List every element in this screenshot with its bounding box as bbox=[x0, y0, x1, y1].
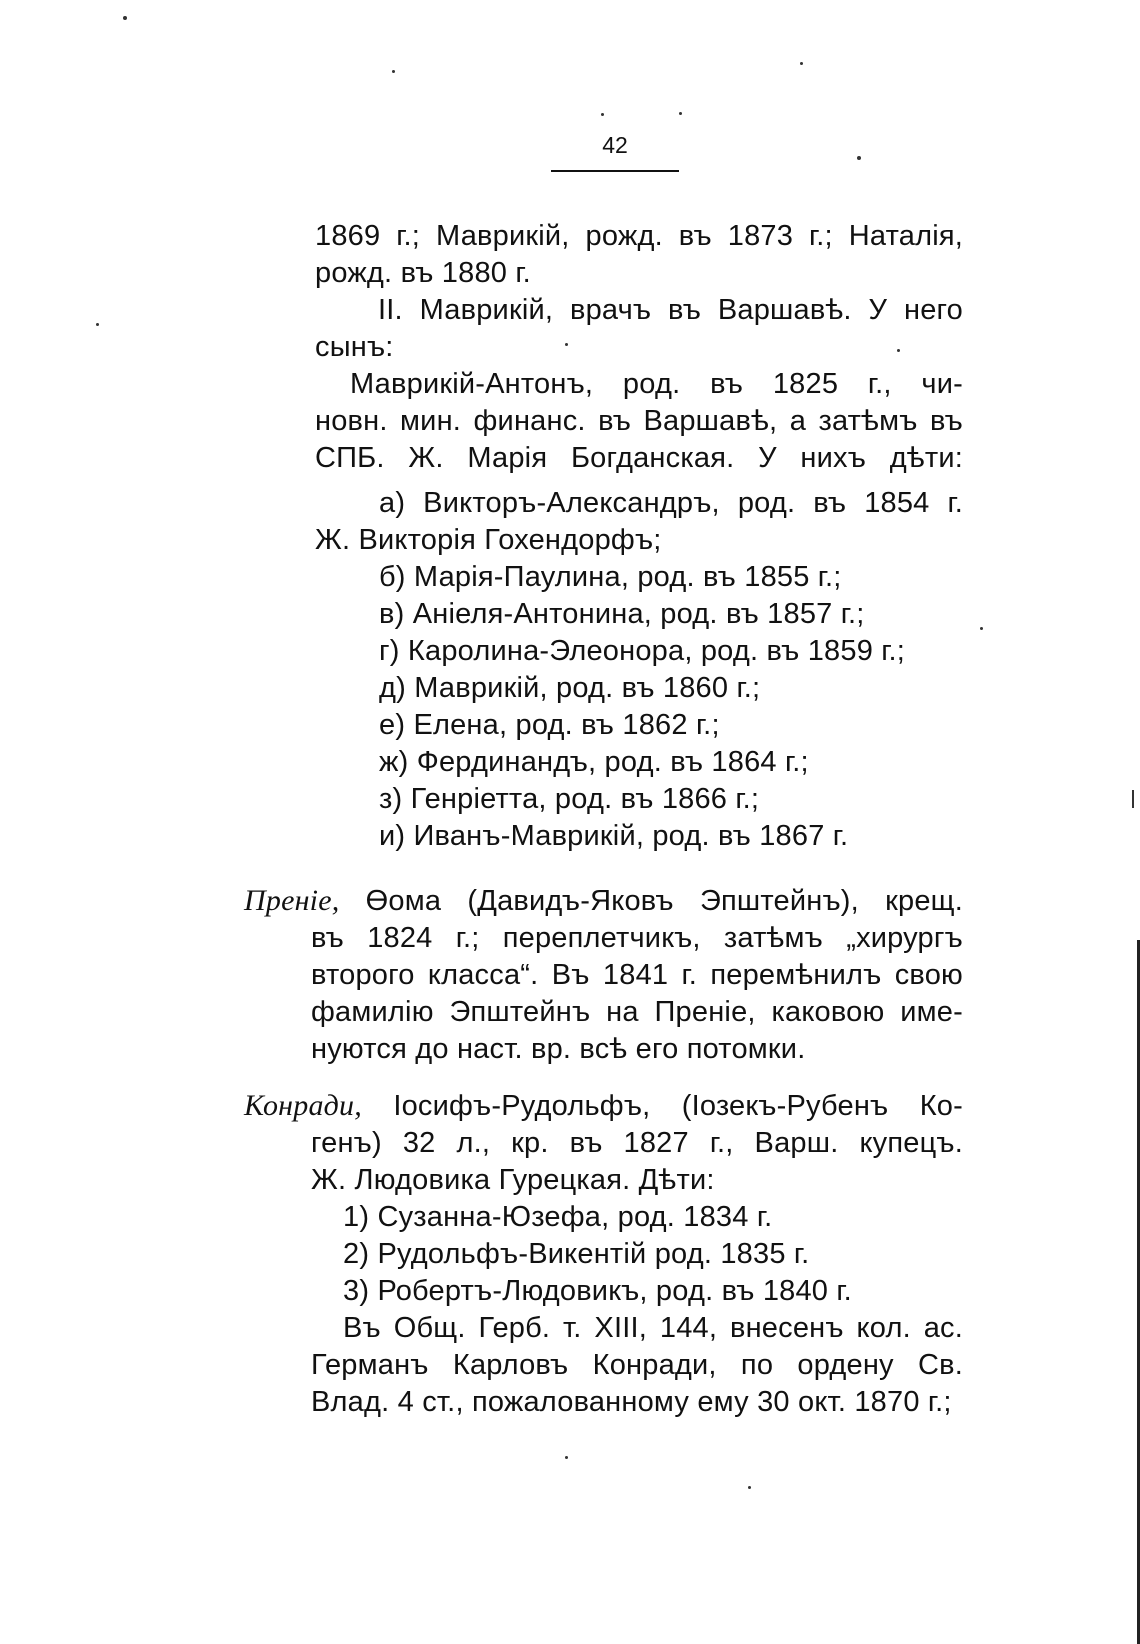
text-line: рожд. въ 1880 г. bbox=[315, 257, 531, 289]
page-number: 42 bbox=[602, 132, 628, 158]
scan-speck bbox=[748, 1486, 751, 1489]
scan-speck bbox=[601, 113, 604, 116]
entry-name: Преніе, bbox=[244, 884, 340, 917]
list-item: б) Марія-Паулина, род. въ 1855 г.; bbox=[379, 561, 842, 593]
entry-first-line-text: Іосифъ-Рудольфъ, (Іозекъ-Рубенъ Ко- bbox=[393, 1090, 963, 1122]
list-item: д) Маврикій, род. въ 1860 г.; bbox=[379, 672, 761, 704]
text-line: сынъ: bbox=[315, 331, 394, 363]
list-item: 1) Сузанна-Юзефа, род. 1834 г. bbox=[343, 1201, 773, 1233]
text-line: СПБ. Ж. Марія Богданская. У нихъ дѣти: bbox=[315, 442, 963, 474]
scan-speck bbox=[800, 62, 803, 65]
list-item: ж) Фердинандъ, род. въ 1864 г.; bbox=[379, 746, 809, 778]
text-line: Влад. 4 ст., пожалованному ему 30 окт. 1870 г.; bbox=[311, 1386, 952, 1418]
entry-first-line bbox=[244, 883, 963, 919]
scan-speck bbox=[897, 349, 900, 352]
list-item: е) Елена, род. въ 1862 г.; bbox=[379, 709, 720, 741]
scan-speck bbox=[857, 156, 861, 160]
text-line: нуются до наст. вр. всѣ его потомки. bbox=[311, 1033, 806, 1065]
text-line: Маврикій-Антонъ, род. въ 1825 г., чи- bbox=[350, 368, 963, 400]
text-line: 1869 г.; Маврикій, рожд. въ 1873 г.; Наталія, bbox=[315, 220, 963, 252]
scan-speck bbox=[565, 1456, 568, 1459]
text-line: второго класса“. Въ 1841 г. перемѣнилъ свою bbox=[311, 959, 963, 991]
page-number-rule bbox=[551, 170, 679, 172]
entry-first-line bbox=[244, 1088, 963, 1124]
text-line: Германъ Карловъ Конради, по ордену Св. bbox=[311, 1349, 963, 1381]
list-item: в) Аніеля-Антонина, род. въ 1857 г.; bbox=[379, 598, 865, 630]
list-item: г) Каролина-Элеонора, род. въ 1859 г.; bbox=[379, 635, 906, 667]
text-line: фамилію Эпштейнъ на Преніе, каковою име- bbox=[311, 996, 963, 1028]
scan-speck bbox=[980, 627, 983, 630]
text-line: II. Маврикій, врачъ въ Варшавѣ. У него bbox=[378, 294, 963, 326]
text-line: новн. мин. финанс. въ Варшавѣ, а затѣмъ въ bbox=[315, 405, 963, 437]
list-item: и) Иванъ-Маврикій, род. въ 1867 г. bbox=[379, 820, 849, 852]
scan-speck bbox=[392, 70, 395, 73]
scan-speck bbox=[123, 16, 127, 20]
text-line: въ 1824 г.; переплетчикъ, затѣмъ „хирургъ bbox=[311, 922, 963, 954]
text-line: генъ) 32 л., кр. въ 1827 г., Варш. купецъ. bbox=[311, 1127, 963, 1159]
scan-speck bbox=[679, 112, 682, 115]
list-item: 2) Рудольфъ-Викентій род. 1835 г. bbox=[343, 1238, 810, 1270]
list-item: а) Викторъ-Александръ, род. въ 1854 г. bbox=[379, 487, 963, 519]
scan-speck bbox=[96, 323, 99, 326]
list-item: 3) Робертъ-Людовикъ, род. въ 1840 г. bbox=[343, 1275, 852, 1307]
scan-speck bbox=[565, 343, 568, 346]
entry-name: Конради, bbox=[244, 1089, 362, 1122]
text-line: Въ Общ. Герб. т. XIII, 144, внесенъ кол. ас. bbox=[343, 1312, 963, 1344]
entry-first-line-text: Өома (Давидъ-Яковъ Эпштейнъ), крещ. bbox=[365, 885, 963, 917]
scan-speck bbox=[1132, 790, 1134, 808]
text-line: Ж. Викторія Гохендорфъ; bbox=[315, 524, 662, 556]
text-line: Ж. Людовика Гурецкая. Дѣти: bbox=[311, 1164, 715, 1196]
list-item: з) Генріетта, род. въ 1866 г.; bbox=[379, 783, 760, 815]
